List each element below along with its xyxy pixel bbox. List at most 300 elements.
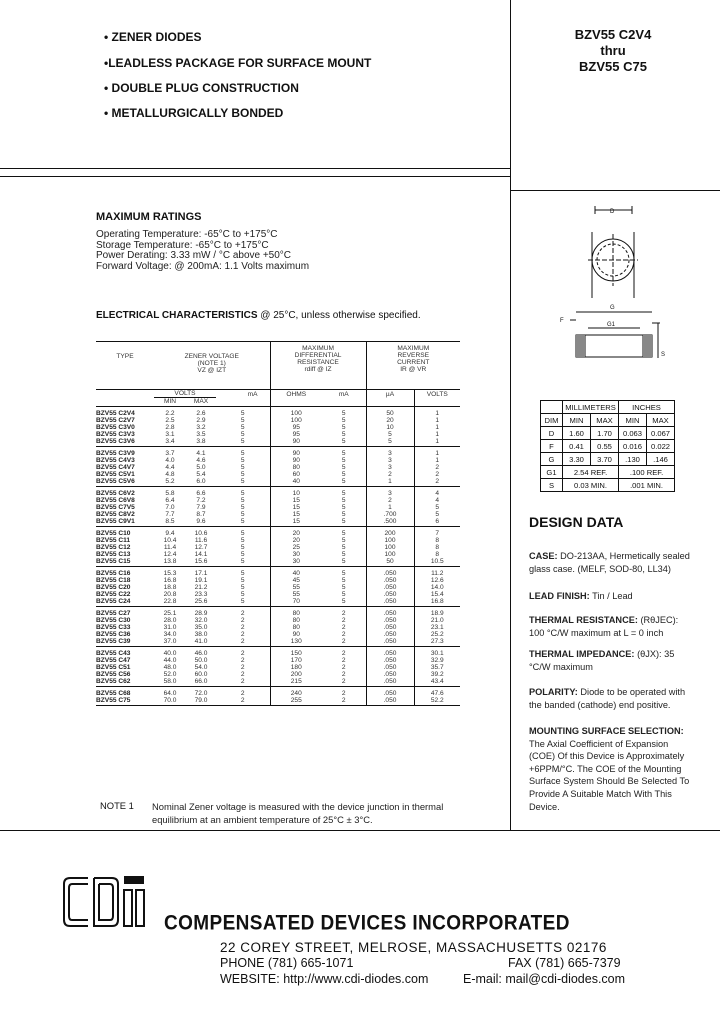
type-cell: BZV55 C24 xyxy=(96,598,154,607)
ir-cell: .050 xyxy=(366,664,414,671)
table-row xyxy=(96,504,460,511)
vz-max-cell: 6.0 xyxy=(186,478,216,487)
feature-leadless: •LEADLESS PACKAGE FOR SURFACE MOUNT xyxy=(104,56,372,70)
design-polarity: POLARITY: Diode to be operated with the banded (cathode) end positive. xyxy=(529,687,686,710)
table-row xyxy=(96,497,460,504)
rdiff-cell: 90 xyxy=(270,457,322,464)
vz-max-cell: 46.0 xyxy=(194,650,208,657)
type-cell: BZV55 C75 xyxy=(96,697,154,706)
unit-max: MAX xyxy=(186,398,216,407)
rdiff-cell: 130 xyxy=(270,638,322,647)
table-row xyxy=(96,687,460,698)
feature-plug: • DOUBLE PLUG CONSTRUCTION xyxy=(104,81,299,95)
type-cell: BZV55 C30 xyxy=(96,617,131,624)
ir-cell: 10 xyxy=(366,424,414,431)
vz-min-cell: 3.1 xyxy=(165,431,175,438)
izt-cell: 5 xyxy=(240,530,245,537)
vz-max-cell: 25.6 xyxy=(186,598,216,607)
ir-cell: .050 xyxy=(366,591,414,598)
table-row xyxy=(96,537,460,544)
izt-cell: 5 xyxy=(216,438,270,447)
vz-min-cell: 6.4 xyxy=(165,497,175,504)
vz-min-cell: 4.0 xyxy=(165,457,175,464)
rdiff-cell: 90 xyxy=(270,631,322,638)
vr-cell: 21.0 xyxy=(414,617,460,624)
ir-cell: 1 xyxy=(366,504,414,511)
rdiff-cell: 200 xyxy=(270,671,322,678)
izt-cell: 5 xyxy=(240,551,245,558)
vz-max-cell: 5.0 xyxy=(196,464,206,471)
vz-max-cell: 15.6 xyxy=(186,558,216,567)
vz-min-cell: 58.0 xyxy=(154,678,186,687)
vz-max-cell: 50.0 xyxy=(194,657,208,664)
vr-cell: 12.6 xyxy=(414,577,460,584)
ir-cell: 3 xyxy=(366,487,414,498)
ir-cell: .500 xyxy=(366,518,414,527)
vz-min-cell: 11.4 xyxy=(163,544,177,551)
type-cell: BZV55 C7V5 xyxy=(96,504,135,511)
iz-cell: 2 xyxy=(341,690,346,697)
table-row xyxy=(96,527,460,538)
izt-cell: 2 xyxy=(240,671,245,678)
rdiff-cell: 70 xyxy=(270,598,322,607)
ir-cell: .050 xyxy=(366,631,414,638)
vr-cell: 39.2 xyxy=(414,671,460,678)
dim-mm-header: MILLIMETERS xyxy=(563,401,619,414)
vz-max-cell: 32.0 xyxy=(194,617,208,624)
vr-cell: 4 xyxy=(414,497,460,504)
note-label: NOTE 1 xyxy=(100,800,134,811)
ir-cell: .050 xyxy=(366,657,414,664)
vz-max-cell: 54.0 xyxy=(194,664,208,671)
table-row xyxy=(96,544,460,551)
rdiff-cell: 30 xyxy=(270,551,322,558)
unit-ohms: OHMS xyxy=(270,390,322,398)
rdiff-cell: 170 xyxy=(270,657,322,664)
type-cell: BZV55 C10 xyxy=(96,530,131,537)
izt-cell: 5 xyxy=(240,464,245,471)
vz-min-cell: 44.0 xyxy=(163,657,177,664)
vr-cell: 10.5 xyxy=(414,558,460,567)
type-cell: BZV55 C3V6 xyxy=(96,438,154,447)
ir-cell: 3 xyxy=(366,464,414,471)
iz-cell: 5 xyxy=(341,584,346,591)
izt-cell: 5 xyxy=(240,577,245,584)
vz-max-cell: 28.9 xyxy=(194,610,208,617)
table-row xyxy=(96,598,460,607)
th-zener: ZENER VOLTAGE (NOTE 1) VZ @ IZT xyxy=(154,342,270,390)
rdiff-cell: 150 xyxy=(270,647,322,658)
vz-max-cell: 7.9 xyxy=(196,504,206,511)
table-row xyxy=(96,511,460,518)
ratings-title: MAXIMUM RATINGS xyxy=(96,211,202,223)
type-cell: BZV55 C51 xyxy=(96,664,131,671)
iz-cell: 5 xyxy=(341,410,346,417)
izt-cell: 5 xyxy=(240,471,245,478)
part-number xyxy=(513,27,713,75)
iz-cell: 5 xyxy=(341,551,346,558)
table-row xyxy=(96,624,460,631)
vz-min-cell: 70.0 xyxy=(154,697,186,706)
design-thermal-impedance: THERMAL IMPEDANCE: (θJX): 35 °C/W maximum xyxy=(529,649,675,672)
izt-cell: 5 xyxy=(240,410,245,417)
type-cell: BZV55 C43 xyxy=(96,650,131,657)
dim-label-g: G xyxy=(610,305,615,311)
ir-cell: .050 xyxy=(366,671,414,678)
table-row xyxy=(96,617,460,624)
iz-cell: 2 xyxy=(341,657,346,664)
izt-cell: 5 xyxy=(240,457,245,464)
izt-cell: 5 xyxy=(240,424,245,431)
rdiff-cell: 90 xyxy=(270,447,322,458)
design-case: CASE: DO-213AA, Hermetically sealed glass case. (MELF, SOD-80, LL34) xyxy=(529,551,690,574)
ir-cell: .050 xyxy=(366,617,414,624)
rdiff-cell: 180 xyxy=(270,664,322,671)
ir-cell: 100 xyxy=(366,544,414,551)
ir-cell: .050 xyxy=(366,584,414,591)
vr-cell: 32.9 xyxy=(414,657,460,664)
vz-min-cell: 16.8 xyxy=(163,577,177,584)
table-row xyxy=(96,697,460,706)
izt-cell: 2 xyxy=(240,631,245,638)
th-reverse: MAXIMUM REVERSE CURRENT IR @ VR xyxy=(366,342,460,390)
feature-zener: • ZENER DIODES xyxy=(104,30,202,44)
vr-cell: 27.3 xyxy=(414,638,460,647)
vr-cell: 1 xyxy=(414,457,460,464)
ir-cell: .050 xyxy=(366,687,414,698)
rating-operating: Operating Temperature: -65°C to +175°C xyxy=(96,229,278,240)
frame-bottom-rule xyxy=(0,830,720,831)
electrical-table xyxy=(96,341,460,706)
rdiff-cell: 55 xyxy=(270,591,322,598)
vr-cell: 30.1 xyxy=(414,647,460,658)
rdiff-cell: 100 xyxy=(270,417,322,424)
vz-min-cell: 48.0 xyxy=(163,664,177,671)
frame-vertical xyxy=(510,0,511,830)
izt-cell: 2 xyxy=(216,697,270,706)
type-cell: BZV55 C4V3 xyxy=(96,457,135,464)
izt-cell: 5 xyxy=(240,504,245,511)
table-row xyxy=(96,447,460,458)
dim-header-row xyxy=(541,401,675,414)
table-row xyxy=(96,424,460,431)
vz-min-cell: 4.8 xyxy=(165,471,175,478)
type-cell: BZV55 C15 xyxy=(96,558,154,567)
rdiff-cell: 15 xyxy=(270,504,322,511)
ir-cell: .050 xyxy=(366,607,414,618)
vz-min-cell: 31.0 xyxy=(163,624,177,631)
dim-row: F 0.41 0.55 0.016 0.022 xyxy=(541,440,675,453)
vr-cell: 18.9 xyxy=(414,607,460,618)
vz-min-cell: 34.0 xyxy=(163,631,177,638)
izt-cell: 5 xyxy=(240,490,245,497)
type-cell: BZV55 C27 xyxy=(96,610,131,617)
rdiff-cell: 55 xyxy=(270,584,322,591)
vr-cell: 8 xyxy=(414,544,460,551)
vr-cell: 5 xyxy=(414,511,460,518)
vr-cell: 16.8 xyxy=(414,598,460,607)
unit-volts2: VOLTS xyxy=(414,390,460,398)
iz-cell: 2 xyxy=(341,617,346,624)
vz-max-cell: 3.2 xyxy=(196,424,206,431)
iz-cell: 2 xyxy=(341,650,346,657)
dim-row-s: S 0.03 MIN. .001 MIN. xyxy=(541,479,675,492)
table-row xyxy=(96,438,460,447)
rdiff-cell: 80 xyxy=(270,617,322,624)
table-row xyxy=(96,457,460,464)
ir-cell: .050 xyxy=(366,647,414,658)
vr-cell: 1 xyxy=(414,417,460,424)
vr-cell: 43.4 xyxy=(414,678,460,687)
type-cell: BZV55 C13 xyxy=(96,551,131,558)
vz-min-cell: 15.3 xyxy=(163,570,177,577)
dim-label-f: F xyxy=(560,318,564,324)
rating-storage: Storage Temperature: -65°C to +175°C xyxy=(96,239,269,251)
ir-cell: 2 xyxy=(366,497,414,504)
iz-cell: 5 xyxy=(341,457,346,464)
vr-cell: 47.6 xyxy=(414,687,460,698)
type-cell: BZV55 C22 xyxy=(96,591,131,598)
feature-bonded: • METALLURGICALLY BONDED xyxy=(104,106,284,120)
izt-cell: 5 xyxy=(216,598,270,607)
vz-max-cell: 4.6 xyxy=(196,457,206,464)
rdiff-cell: 30 xyxy=(270,558,322,567)
vz-min-cell: 22.8 xyxy=(154,598,186,607)
table-row xyxy=(96,567,460,578)
type-cell: BZV55 C9V1 xyxy=(96,518,154,527)
vr-cell: 35.7 xyxy=(414,664,460,671)
izt-cell: 2 xyxy=(240,657,245,664)
iz-cell: 5 xyxy=(322,438,366,447)
vr-cell: 11.2 xyxy=(414,567,460,578)
vz-min-cell: 37.0 xyxy=(154,638,186,647)
vr-cell: 1 xyxy=(414,424,460,431)
frame-top-left-rule xyxy=(0,168,511,169)
vr-cell: 1 xyxy=(414,438,460,447)
company-address: 22 COREY STREET, MELROSE, MASSACHUSETTS 02176 xyxy=(220,940,607,955)
rating-derating: Power Derating: 3.33 mW / °C above +50°C xyxy=(96,250,292,262)
table-row xyxy=(96,647,460,658)
ir-cell: .050 xyxy=(366,567,414,578)
iz-cell: 5 xyxy=(341,544,346,551)
iz-cell: 2 xyxy=(341,671,346,678)
iz-cell: 5 xyxy=(341,424,346,431)
ir-cell: .050 xyxy=(366,638,414,647)
rdiff-cell: 215 xyxy=(270,678,322,687)
company-fax: FAX (781) 665-7379 xyxy=(508,956,621,970)
type-cell: BZV55 C68 xyxy=(96,690,131,697)
type-cell: BZV55 C6V8 xyxy=(96,497,135,504)
izt-cell: 5 xyxy=(240,450,245,457)
unit-ua: µA xyxy=(366,390,414,398)
izt-cell: 2 xyxy=(240,664,245,671)
design-thermal-resistance: THERMAL RESISTANCE: (RθJEC): 100 °C/W maximum at L = 0 inch xyxy=(529,615,679,638)
vr-cell: 1 xyxy=(414,447,460,458)
unit-ma2: mA xyxy=(322,390,366,398)
vz-max-cell: 12.7 xyxy=(194,544,208,551)
vr-cell: 4 xyxy=(414,487,460,498)
frame-top-right-rule xyxy=(510,190,720,191)
type-cell: BZV55 C2V7 xyxy=(96,417,135,424)
design-title: DESIGN DATA xyxy=(529,514,624,530)
iz-cell: 5 xyxy=(322,598,366,607)
izt-cell: 2 xyxy=(216,638,270,647)
vz-min-cell: 52.0 xyxy=(163,671,177,678)
vz-max-cell: 4.1 xyxy=(196,450,206,457)
vz-min-cell: 18.8 xyxy=(163,584,177,591)
table-row xyxy=(96,577,460,584)
dim-subheader-row: DIM MIN MAX MIN MAX xyxy=(541,414,675,427)
vz-max-cell: 11.6 xyxy=(194,537,208,544)
iz-cell: 2 xyxy=(322,697,366,706)
type-cell: BZV55 C11 xyxy=(96,537,131,544)
vz-min-cell: 10.4 xyxy=(163,537,177,544)
izt-cell: 5 xyxy=(240,431,245,438)
vr-cell: 23.1 xyxy=(414,624,460,631)
dim-row: G 3.30 3.70 .130 .146 xyxy=(541,453,675,466)
iz-cell: 5 xyxy=(341,497,346,504)
th-diff: MAXIMUM DIFFERENTIAL RESISTANCE rdiff @ IZ xyxy=(270,342,366,390)
vz-max-cell: 5.4 xyxy=(196,471,206,478)
part-thru: thru xyxy=(600,43,626,58)
izt-cell: 5 xyxy=(240,544,245,551)
iz-cell: 5 xyxy=(341,450,346,457)
vz-max-cell: 8.7 xyxy=(196,511,206,518)
vz-max-cell: 3.5 xyxy=(196,431,206,438)
table-row xyxy=(96,417,460,424)
design-lead: LEAD FINISH: Tin / Lead xyxy=(529,591,633,601)
vz-min-cell: 2.5 xyxy=(165,417,175,424)
rdiff-cell: 25 xyxy=(270,544,322,551)
dim-label-d: D xyxy=(610,209,615,215)
vz-min-cell: 8.5 xyxy=(154,518,186,527)
rdiff-cell: 100 xyxy=(270,407,322,418)
rdiff-cell: 90 xyxy=(270,438,322,447)
izt-cell: 2 xyxy=(240,624,245,631)
izt-cell: 5 xyxy=(216,478,270,487)
ir-cell: 5 xyxy=(366,431,414,438)
rdiff-cell: 45 xyxy=(270,577,322,584)
vz-max-cell: 41.0 xyxy=(186,638,216,647)
rdiff-cell: 240 xyxy=(270,687,322,698)
vz-max-cell: 35.0 xyxy=(194,624,208,631)
type-cell: BZV55 C12 xyxy=(96,544,131,551)
izt-cell: 2 xyxy=(240,650,245,657)
table-row xyxy=(96,638,460,647)
vz-max-cell: 6.6 xyxy=(196,490,206,497)
iz-cell: 5 xyxy=(341,591,346,598)
vz-min-cell: 5.2 xyxy=(154,478,186,487)
company-email[interactable]: E-mail: mail@cdi-diodes.com xyxy=(463,972,626,986)
vz-min-cell: 12.4 xyxy=(163,551,177,558)
rdiff-cell: 20 xyxy=(270,537,322,544)
ir-cell: 3 xyxy=(366,457,414,464)
vz-max-cell: 66.0 xyxy=(186,678,216,687)
table-row xyxy=(96,431,460,438)
vz-min-cell: 3.4 xyxy=(154,438,186,447)
company-name: COMPENSATED DEVICES INCORPORATED xyxy=(164,912,570,936)
iz-cell: 5 xyxy=(341,577,346,584)
izt-cell: 5 xyxy=(240,417,245,424)
vz-max-cell: 10.6 xyxy=(194,530,208,537)
table-row xyxy=(96,671,460,678)
type-cell: BZV55 C5V1 xyxy=(96,471,135,478)
vz-min-cell: 4.4 xyxy=(165,464,175,471)
iz-cell: 5 xyxy=(341,511,346,518)
type-cell: BZV55 C47 xyxy=(96,657,131,664)
vr-cell: 14.0 xyxy=(414,584,460,591)
iz-cell: 2 xyxy=(341,624,346,631)
table-row xyxy=(96,407,460,418)
ir-cell: .700 xyxy=(366,511,414,518)
table-header-row xyxy=(96,342,460,390)
vz-min-cell: 7.0 xyxy=(165,504,175,511)
izt-cell: 5 xyxy=(240,591,245,598)
table-row xyxy=(96,657,460,664)
ir-cell: 100 xyxy=(366,537,414,544)
iz-cell: 2 xyxy=(322,678,366,687)
table-row xyxy=(96,591,460,598)
ir-cell: 3 xyxy=(366,447,414,458)
th-type: TYPE xyxy=(96,342,154,390)
vz-min-cell: 7.7 xyxy=(165,511,175,518)
type-cell: BZV55 C3V3 xyxy=(96,431,135,438)
vr-cell: 5 xyxy=(414,504,460,511)
table-units-row xyxy=(96,390,460,398)
type-cell: BZV55 C6V2 xyxy=(96,490,135,497)
ir-cell: .050 xyxy=(366,577,414,584)
iz-cell: 2 xyxy=(341,631,346,638)
rdiff-cell: 95 xyxy=(270,431,322,438)
rdiff-cell: 10 xyxy=(270,487,322,498)
company-website[interactable]: WEBSITE: http://www.cdi-diodes.com xyxy=(220,972,429,986)
ir-cell: 2 xyxy=(366,471,414,478)
vr-cell: 52.2 xyxy=(414,697,460,706)
izt-cell: 5 xyxy=(240,584,245,591)
izt-cell: 5 xyxy=(216,558,270,567)
ir-cell: 50 xyxy=(366,407,414,418)
vr-cell: 2 xyxy=(414,464,460,471)
vr-cell: 1 xyxy=(414,407,460,418)
vr-cell: 1 xyxy=(414,431,460,438)
type-cell: BZV55 C56 xyxy=(96,671,131,678)
type-cell: BZV55 C39 xyxy=(96,638,154,647)
part-last: BZV55 C75 xyxy=(579,59,647,74)
type-cell: BZV55 C16 xyxy=(96,570,131,577)
rdiff-cell: 80 xyxy=(270,624,322,631)
iz-cell: 5 xyxy=(341,431,346,438)
izt-cell: 2 xyxy=(240,617,245,624)
vz-min-cell: 2.8 xyxy=(165,424,175,431)
unit-ma: mA xyxy=(216,390,270,398)
ir-cell: .050 xyxy=(366,678,414,687)
table-row xyxy=(96,487,460,498)
vr-cell: 8 xyxy=(414,551,460,558)
iz-cell: 5 xyxy=(341,570,346,577)
type-cell: BZV55 C2V4 xyxy=(96,410,135,417)
type-cell: BZV55 C4V7 xyxy=(96,464,135,471)
vz-max-cell: 17.1 xyxy=(194,570,208,577)
table-row xyxy=(96,664,460,671)
vz-min-cell: 3.7 xyxy=(165,450,175,457)
table-row xyxy=(96,478,460,487)
rdiff-cell: 40 xyxy=(270,478,322,487)
vz-min-cell: 5.8 xyxy=(165,490,175,497)
unit-volts: VOLTS xyxy=(154,390,216,398)
izt-cell: 5 xyxy=(240,570,245,577)
elec-cond: @ 25°C, unless otherwise specified. xyxy=(260,310,421,321)
table-row xyxy=(96,558,460,567)
